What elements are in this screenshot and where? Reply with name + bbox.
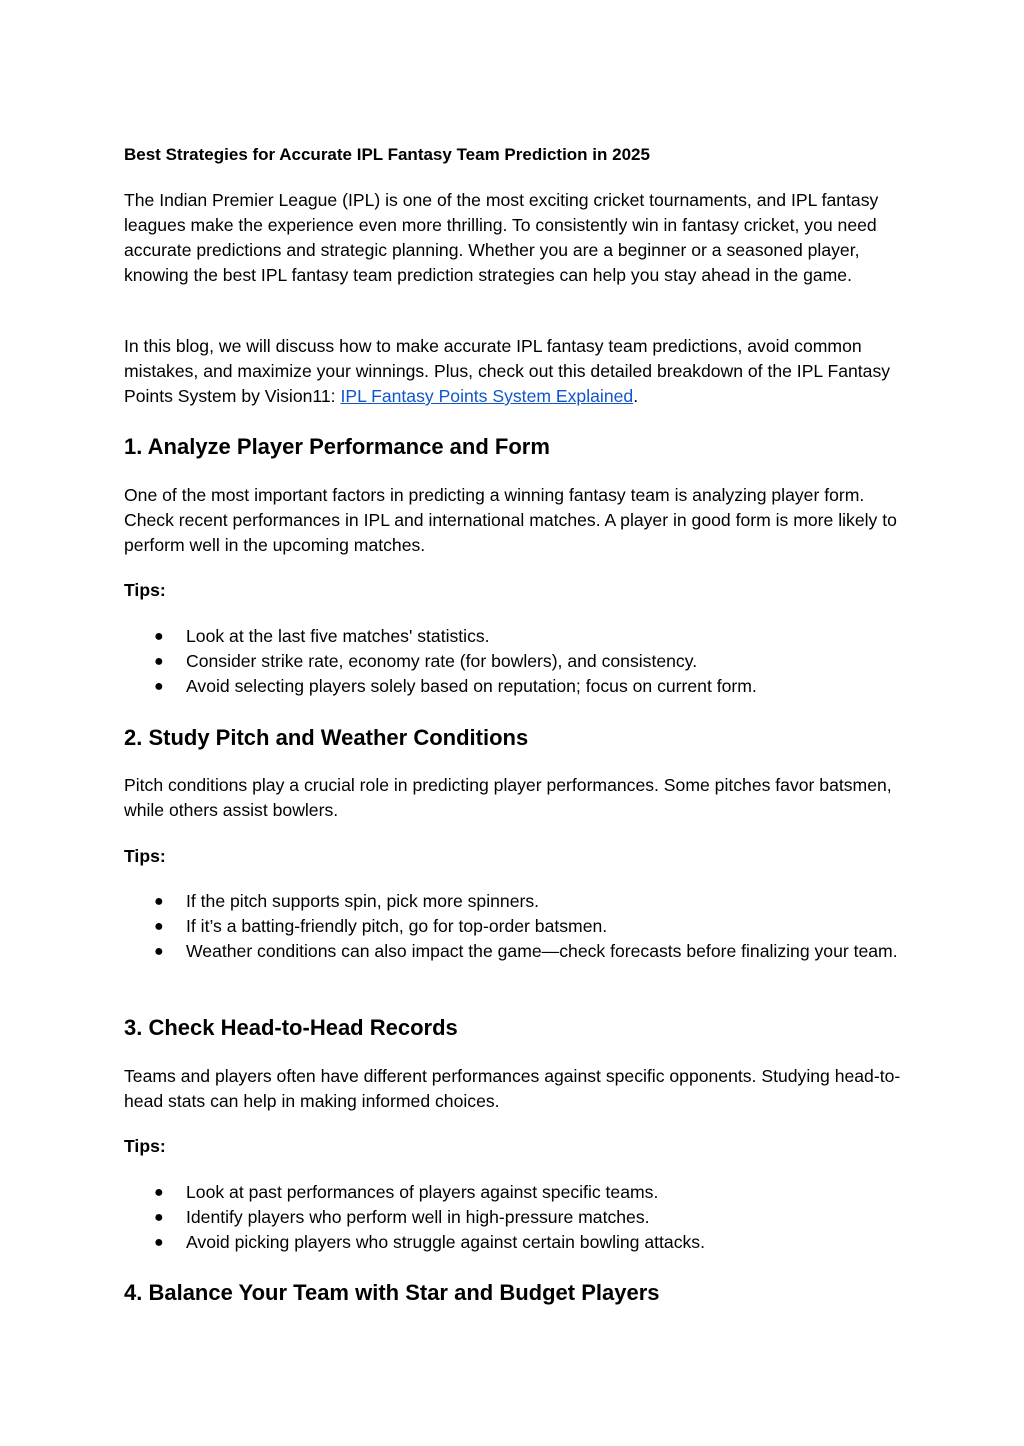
bullet-icon: ● xyxy=(154,628,164,645)
bullet-icon: ● xyxy=(154,1234,164,1251)
list-item: ● Consider strike rate, economy rate (for bowlers), and consistency. xyxy=(124,649,904,674)
list-item: ● If it’s a batting-friendly pitch, go for top-order batsmen. xyxy=(124,914,904,939)
section-1-tips-list xyxy=(124,624,904,699)
bullet-icon: ● xyxy=(154,678,164,695)
section-3-heading: 3. Check Head-to-Head Records xyxy=(124,1015,458,1040)
document-title: Best Strategies for Accurate IPL Fantasy Team Prediction in 2025 xyxy=(124,145,650,164)
bullet-icon: ● xyxy=(154,943,164,960)
list-item: ● If the pitch supports spin, pick more spinners. xyxy=(124,889,904,914)
ipl-fantasy-points-link[interactable]: IPL Fantasy Points System Explained xyxy=(340,386,634,406)
section-3-tips-label: Tips: xyxy=(124,1136,166,1156)
section-1-body: One of the most important factors in predicting a winning fantasy team is analyzing player form. Check recent performances in IPL and international matches. A player in good form is more likely to perform well in the upcoming matches. xyxy=(124,485,897,555)
section-4-heading: 4. Balance Your Team with Star and Budget Players xyxy=(124,1280,660,1305)
list-item: ● Look at past performances of players against specific teams. xyxy=(124,1180,904,1205)
section-2-heading: 2. Study Pitch and Weather Conditions xyxy=(124,725,529,750)
section-3-body: Teams and players often have different performances against specific opponents. Studying head-to-head stats can help in making informed choices. xyxy=(124,1066,901,1111)
list-item: ● Weather conditions can also impact the game—check forecasts before finalizing your team. xyxy=(124,939,904,964)
list-item: ● Avoid selecting players solely based on reputation; focus on current form. xyxy=(124,674,904,699)
section-1-tips-label: Tips: xyxy=(124,580,166,600)
bullet-icon: ● xyxy=(154,1184,164,1201)
list-item: ● Look at the last five matches' statistics. xyxy=(124,624,904,649)
bullet-icon: ● xyxy=(154,653,164,670)
section-2-tips-list xyxy=(124,889,904,964)
intro-paragraph-2 xyxy=(124,334,904,409)
bullet-icon: ● xyxy=(154,918,164,935)
bullet-icon: ● xyxy=(154,893,164,910)
intro-paragraph-2-end: . xyxy=(633,386,639,406)
intro-paragraph-2-text: In this blog, we will discuss how to make accurate IPL fantasy team predictions, avoid common mistakes, and maximize your winnings. Plus, check out this detailed breakdown of the IPL Fantasy Points System by Vision11: xyxy=(124,336,891,406)
intro-paragraph-1: The Indian Premier League (IPL) is one of the most exciting cricket tournaments, and IPL fantasy leagues make the experience even more thrilling. To consistently win in fantasy cricket, you need accurate predictions and strategic planning. Whether you are a beginner or a seasoned player, knowing the best IPL fantasy team prediction strategies can help you stay ahead in the game. xyxy=(124,190,879,285)
section-3-tips-list xyxy=(124,1180,904,1255)
section-2-body: Pitch conditions play a crucial role in predicting player performances. Some pitches favor batsmen, while others assist bowlers. xyxy=(124,775,892,820)
section-2-tips-label: Tips: xyxy=(124,846,166,866)
bullet-icon: ● xyxy=(154,1209,164,1226)
list-item: ● Identify players who perform well in high-pressure matches. xyxy=(124,1205,904,1230)
section-1-heading: 1. Analyze Player Performance and Form xyxy=(124,434,550,459)
list-item: ● Avoid picking players who struggle against certain bowling attacks. xyxy=(124,1230,904,1255)
